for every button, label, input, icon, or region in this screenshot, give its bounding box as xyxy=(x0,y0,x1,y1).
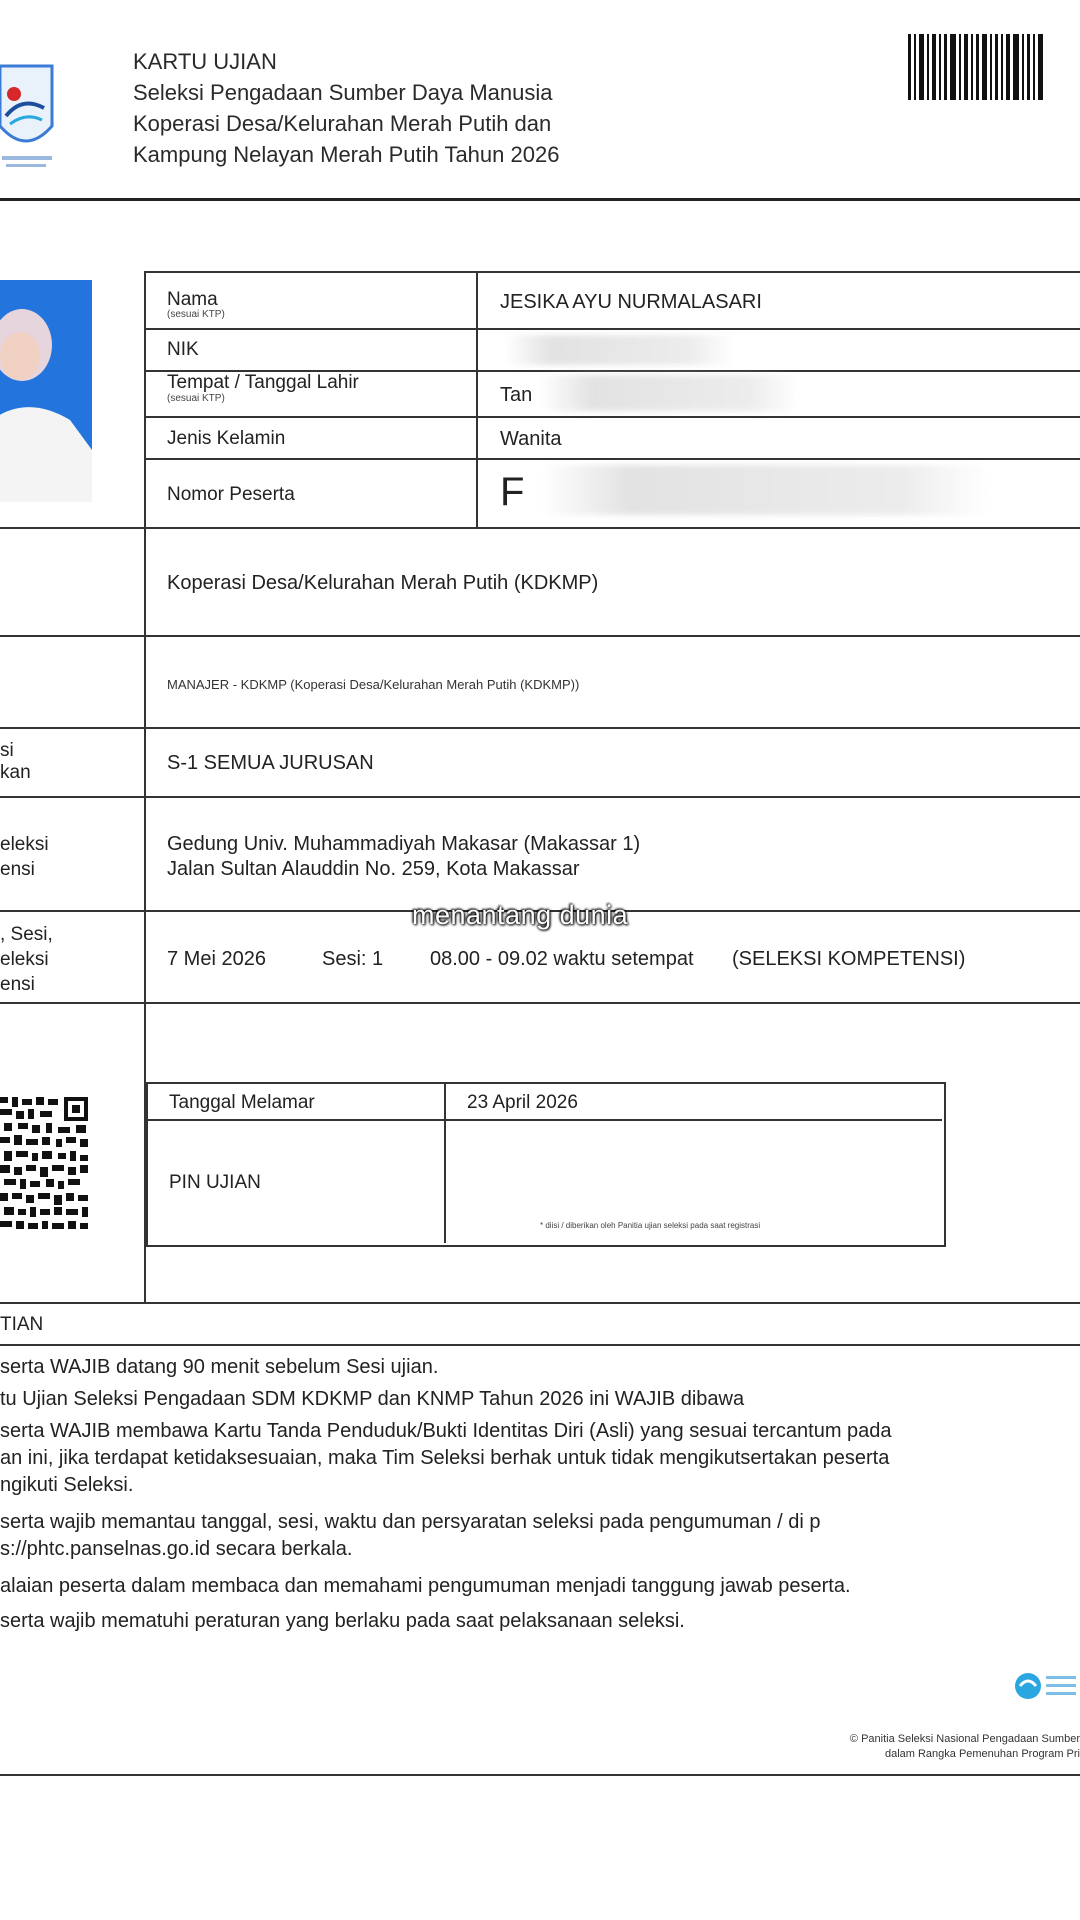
table-border xyxy=(146,328,1080,330)
nama-sub-label: (sesuai KTP) xyxy=(167,309,225,320)
jadwal-date: 7 Mei 2026 xyxy=(167,948,266,970)
footer-line-2: dalam Rangka Pemenuhan Program Pri xyxy=(884,1748,1080,1760)
rule-1: serta WAJIB datang 90 menit sebelum Sesi ujian. xyxy=(0,1356,439,1378)
pendidikan-label-a: si xyxy=(0,740,14,761)
jadwal-label-b: eleksi xyxy=(0,949,49,970)
pendidikan-value: S-1 SEMUA JURUSAN xyxy=(167,752,374,774)
jadwal-label-c: ensi xyxy=(0,974,35,995)
tanggal-melamar-value: 23 April 2026 xyxy=(467,1092,578,1113)
nomor-label: Nomor Peserta xyxy=(167,484,295,505)
jadwal-label-cell xyxy=(0,922,53,997)
pin-ujian-label: PIN UJIAN xyxy=(169,1172,261,1193)
footer-line-1: © Panitia Seleksi Nasional Pengadaan Sumber xyxy=(849,1733,1080,1745)
header-line-1: KARTU UJIAN xyxy=(133,49,277,74)
footer-logo xyxy=(1012,1668,1080,1704)
footer-copyright xyxy=(770,1732,1080,1762)
table-border xyxy=(0,796,1080,798)
pendidikan-label-cell xyxy=(0,740,31,784)
lokasi-label-a: eleksi xyxy=(0,834,49,855)
tanggal-melamar-label: Tanggal Melamar xyxy=(169,1092,315,1113)
nik-label: NIK xyxy=(167,339,199,360)
lokasi-value-line-2: Jalan Sultan Alauddin No. 259, Kota Makassar xyxy=(167,858,580,880)
rules-title: TIAN xyxy=(0,1314,44,1335)
pendidikan-label-b: kan xyxy=(0,762,31,783)
redacted-nik xyxy=(505,335,735,365)
rule-2: tu Ujian Seleksi Pengadaan SDM KDKMP dan KNMP Tahun 2026 ini WAJIB dibawa xyxy=(0,1388,745,1410)
table-border xyxy=(146,458,1080,460)
nama-value: JESIKA AYU NURMALASARI xyxy=(500,291,762,313)
redacted-ttl xyxy=(540,375,800,411)
pin-box-divider xyxy=(148,1119,942,1121)
jadwal-label-a: , Sesi, xyxy=(0,924,53,945)
ttl-sub-label: (sesuai KTP) xyxy=(167,393,225,404)
rule-4-line-1: serta wajib memantau tanggal, sesi, waktu dan persyaratan seleksi pada pengumuman / di p xyxy=(0,1511,821,1533)
rule-3-line-2: an ini, jika terdapat ketidaksesuaian, maka Tim Seleksi berhak untuk tidak mengikutsertakan peserta xyxy=(0,1447,890,1469)
rule-5: alaian peserta dalam membaca dan memahami pengumuman menjadi tanggung jawab peserta. xyxy=(0,1575,851,1597)
ttl-value: Tan xyxy=(500,384,533,406)
lokasi-value xyxy=(167,832,640,882)
rules-list xyxy=(0,1354,1080,1635)
pin-box-divider xyxy=(444,1084,446,1243)
header-divider xyxy=(0,198,1080,201)
organization-logo xyxy=(0,56,60,176)
rule-6: serta wajib mematuhi peraturan yang berlaku pada saat pelaksanaan seleksi. xyxy=(0,1610,685,1632)
lokasi-value-line-1: Gedung Univ. Muhammadiyah Makasar (Makassar 1) xyxy=(167,833,641,855)
rule-3-line-3: ngikuti Seleksi. xyxy=(0,1474,134,1496)
table-border xyxy=(146,416,1080,418)
jadwal-time: 08.00 - 09.02 waktu setempat xyxy=(430,948,694,970)
jadwal-sesi: Sesi: 1 xyxy=(322,948,384,970)
formasi-value: Koperasi Desa/Kelurahan Merah Putih (KDKMP) xyxy=(167,572,599,594)
jk-label: Jenis Kelamin xyxy=(167,428,286,449)
table-border xyxy=(0,635,1080,637)
table-border xyxy=(146,271,1080,273)
table-border xyxy=(0,1002,1080,1004)
barcode xyxy=(908,34,1080,100)
jadwal-type: (SELEKSI KOMPETENSI) xyxy=(732,948,966,970)
nama-label-cell xyxy=(167,290,225,320)
ttl-label: Tempat / Tanggal Lahir xyxy=(167,372,359,393)
jk-value: Wanita xyxy=(500,428,562,450)
rule-3-line-1: serta WAJIB membawa Kartu Tanda Penduduk/Bukti Identitas Diri (Asli) yang sesuai tercantum pada xyxy=(0,1420,892,1442)
lokasi-label-cell xyxy=(0,832,49,882)
table-border xyxy=(0,527,1080,529)
lokasi-label-b: ensi xyxy=(0,859,35,880)
footer-divider xyxy=(0,1774,1080,1776)
rules-top-divider xyxy=(0,1302,1080,1304)
header-title-block xyxy=(133,46,559,170)
rule-4-line-2: s://phtc.panselnas.go.id secara berkala. xyxy=(0,1538,353,1560)
pin-note: * diisi / diberikan oleh Panitia ujian seleksi pada saat registrasi xyxy=(540,1221,761,1230)
ttl-label-cell xyxy=(167,373,359,404)
qr-code xyxy=(0,1093,92,1233)
rules-title-divider xyxy=(0,1344,1080,1346)
nama-label: Nama xyxy=(167,289,218,310)
nomor-value: F xyxy=(500,470,525,514)
table-border xyxy=(0,727,1080,729)
jabatan-value: MANAJER - KDKMP (Koperasi Desa/Kelurahan Merah Putih (KDKMP)) xyxy=(167,677,580,692)
header-line-3: Koperasi Desa/Kelurahan Merah Putih dan xyxy=(133,111,552,136)
table-border xyxy=(476,271,478,528)
participant-photo xyxy=(0,280,92,502)
redacted-nomor xyxy=(540,465,990,515)
overlay-caption: menantang dunia xyxy=(412,900,629,930)
header-line-4: Kampung Nelayan Merah Putih Tahun 2026 xyxy=(133,142,560,167)
header-line-2: Seleksi Pengadaan Sumber Daya Manusia xyxy=(133,80,553,105)
